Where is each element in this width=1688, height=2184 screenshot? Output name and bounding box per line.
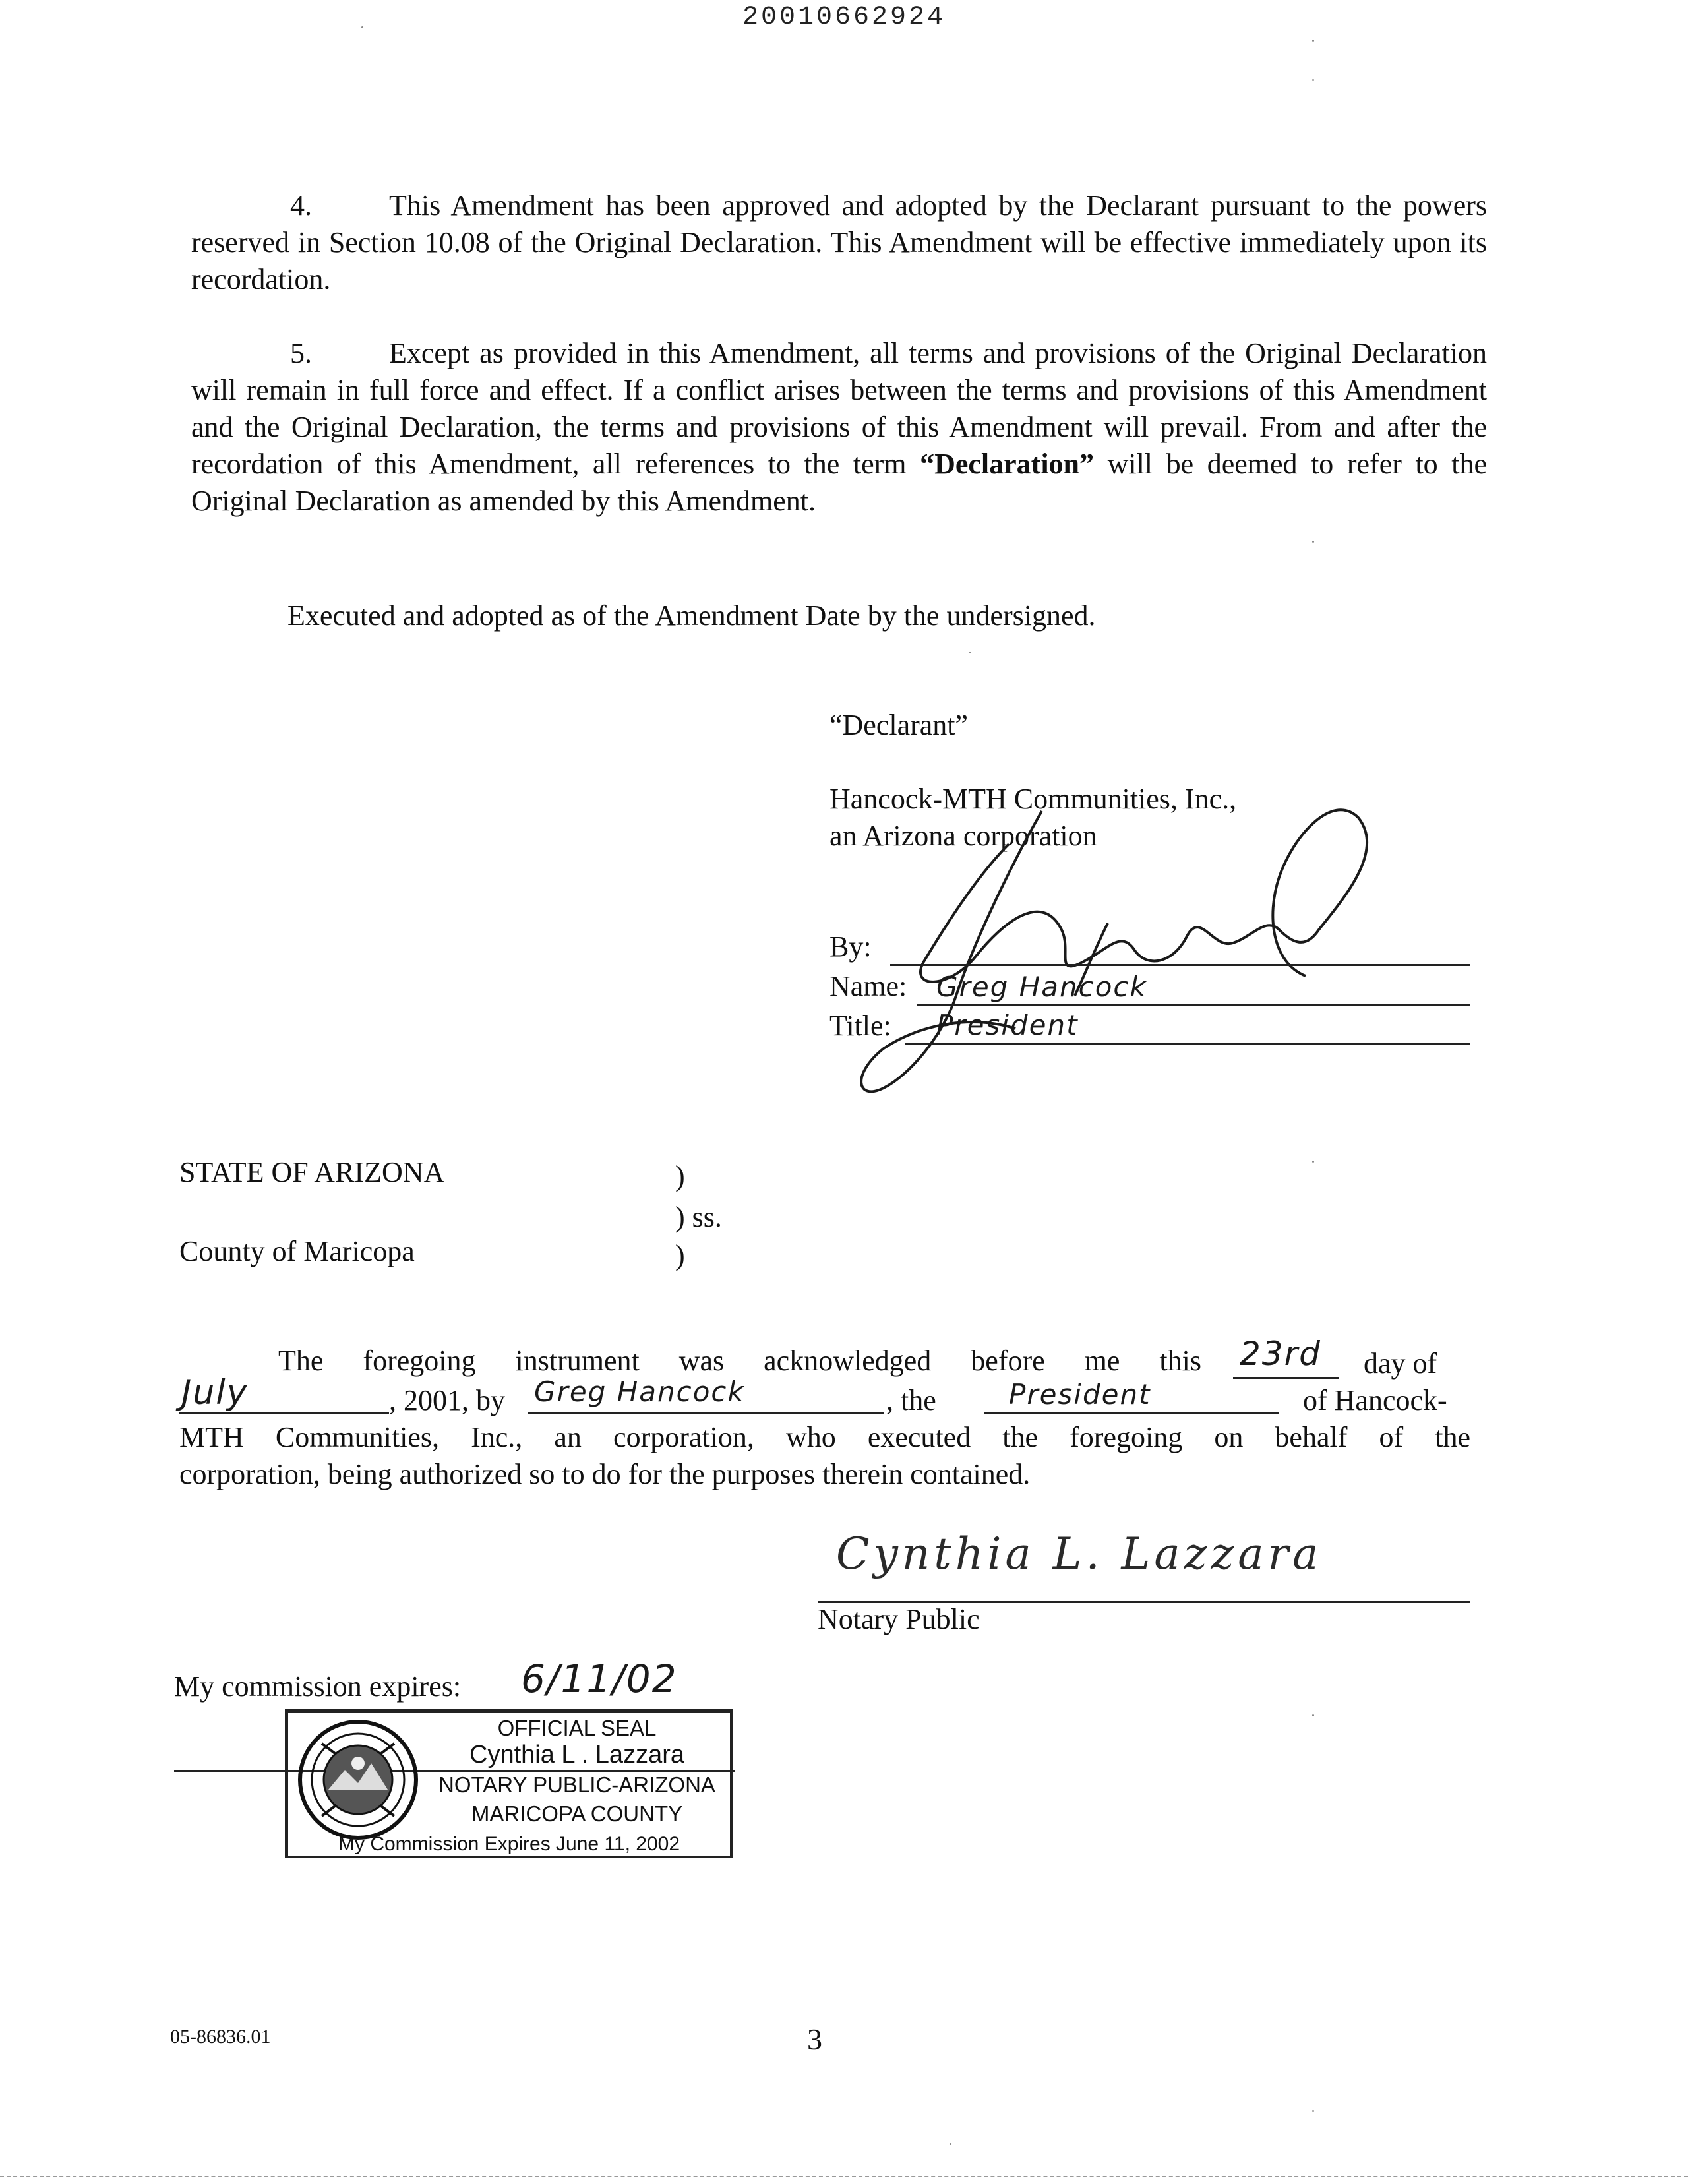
ack-office: President xyxy=(1009,1378,1151,1410)
ack-person: Greg Hancock xyxy=(534,1376,745,1408)
seal-expiration: My Commission Expires June 11, 2002 xyxy=(338,1833,680,1855)
commission-label: My commission expires: xyxy=(174,1670,462,1703)
commission-date: 6/11/02 xyxy=(521,1656,678,1701)
name-line xyxy=(917,1004,1470,1006)
state-heading: STATE OF ARIZONA xyxy=(179,1156,445,1188)
declarant-label: “Declarant” xyxy=(829,709,969,741)
company-description: an Arizona corporation xyxy=(829,820,1097,852)
scan-speck xyxy=(969,652,971,653)
scan-speck xyxy=(950,2143,951,2145)
scan-speck xyxy=(1312,1161,1314,1163)
scan-speck xyxy=(1312,40,1314,42)
ack-line-2-end: of Hancock- xyxy=(1303,1384,1447,1416)
ack-person-line xyxy=(528,1412,884,1414)
county-heading: County of Maricopa xyxy=(179,1235,415,1267)
title-line xyxy=(905,1043,1470,1045)
venue-ss: ) ss. xyxy=(675,1201,722,1233)
seal-title: OFFICIAL SEAL xyxy=(497,1716,657,1740)
ack-line-1-start: The foregoing instrument was acknowledged before me this xyxy=(278,1345,1201,1377)
title-value: President xyxy=(936,1009,1079,1041)
notary-public-label: Notary Public xyxy=(818,1603,980,1635)
seal-county: MARICOPA COUNTY xyxy=(471,1802,683,1826)
declarant-signature xyxy=(844,798,1411,1108)
ack-day: 23rd xyxy=(1240,1335,1321,1373)
venue-paren-bottom: ) xyxy=(675,1239,685,1271)
executed-statement: Executed and adopted as of the Amendment Date by the undersigned. xyxy=(287,599,1096,632)
ack-year: , 2001, by xyxy=(389,1384,505,1416)
notary-signature: Cynthia L. Lazzara xyxy=(836,1529,1323,1579)
name-label: Name: xyxy=(829,970,907,1002)
company-name: Hancock-MTH Communities, Inc., xyxy=(829,783,1237,815)
ack-office-line xyxy=(984,1412,1279,1414)
scan-speck xyxy=(361,26,363,28)
paragraph-4-number: 4. xyxy=(290,189,312,222)
paragraph-5 xyxy=(191,335,1487,520)
declaration-term: “Declaration” xyxy=(920,448,1095,480)
ack-month: July xyxy=(181,1373,249,1412)
scan-speck xyxy=(1312,541,1314,543)
paragraph-5-number: 5. xyxy=(290,337,312,369)
ack-month-line xyxy=(179,1412,389,1414)
ack-line-4: corporation, being authorized so to do for the purposes therein contained. xyxy=(179,1458,1031,1490)
scan-speck xyxy=(1312,79,1314,81)
ack-line-1-end: day of xyxy=(1364,1347,1437,1380)
title-label: Title: xyxy=(829,1010,891,1042)
ack-day-line xyxy=(1233,1377,1339,1379)
by-label: By: xyxy=(829,930,872,963)
scan-speck xyxy=(1312,2110,1314,2112)
ack-line-3: MTH Communities, Inc., an corporation, who executed the foregoing on behalf of the xyxy=(179,1421,1470,1453)
scan-bottom-edge xyxy=(0,2176,1688,2177)
page-number: 3 xyxy=(807,2022,822,2056)
ack-the: , the xyxy=(886,1384,936,1416)
seal-office: NOTARY PUBLIC-ARIZONA xyxy=(438,1773,715,1797)
document-code: 05-86836.01 xyxy=(170,2026,271,2048)
name-value: Greg Hancock xyxy=(936,971,1147,1003)
recording-number: 20010662924 xyxy=(742,3,946,32)
paragraph-4-text: This Amendment has been approved and adopted by the Declarant pursuant to the powers reserved in Section 10.08 of the Original Declaration. This Amendment will be effective immediately upon its recordation. xyxy=(191,189,1487,295)
paragraph-5-text-end: will be deemed to refer to the Original Declaration as amended by this Amendment. xyxy=(191,448,1487,517)
venue-paren-top: ) xyxy=(675,1160,685,1192)
scan-speck xyxy=(1312,1714,1314,1716)
seal-notary-name: Cynthia L . Lazzara xyxy=(469,1741,684,1769)
paragraph-5-text-start: Except as provided in this Amendment, all terms and provisions of the Original Declaration will remain in full force and effect. If a conflict arises between the terms and provisions of this Amendment and the Original Declaration, the terms and provisions of this Amendment will prevail. From and after the recordation of this Amendment, all references to the term xyxy=(191,337,1487,480)
paragraph-4 xyxy=(191,187,1487,298)
by-signature-line xyxy=(890,964,1470,966)
arizona-state-seal-icon xyxy=(295,1717,421,1842)
